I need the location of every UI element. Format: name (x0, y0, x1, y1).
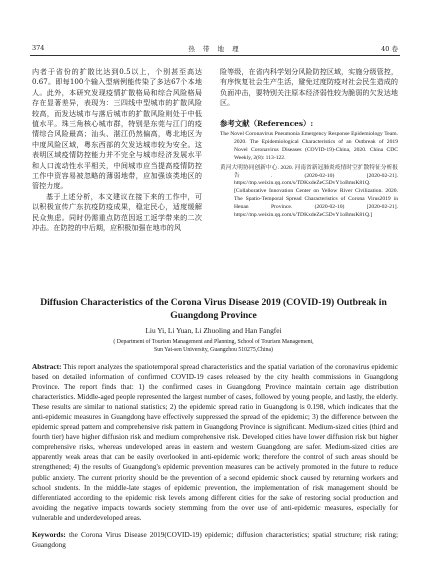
body-paragraph: 险等级，在省内科学划分风险防控区域，实施分级管控，有序恢复社会生产生活，避免过度防疫对社会民生造成的负面冲击，要特别关注原本经济弱性较为脆弱的欠发达地区。 (220, 67, 398, 108)
reference-item: 黄河大明协同创新中心. 2020. 河南省新冠肺炎疫情时空扩散特征分析报告. (2020-02-10) [2020-02-21]. https://mp.weixin.qq.com/s/TDKxdeZeC5DvY1oBmsK81Q. [Collaborative Innovation Center on Yellow River Civilization. 2020. The Spatio-Temporal Spread Characteristics of Corona Virus2019 in Henan Province. (2020-02-10) [2020-02-21]. https://mp.weixin.qq.com/s/TDKxdeZeC5DvY1oBmsK81Q.] (220, 164, 398, 219)
right-column (220, 67, 398, 222)
affiliation-line: Sun Yat-sen University, Guangzhou 510275,China) (154, 347, 273, 354)
abstract-label: Abstract: (32, 363, 62, 371)
keywords-text: the Corona Virus Disease 2019(COVID-19) epidemic; diffusion characteristics; spatial structure; risk rating; Guangdong (32, 531, 398, 550)
reference-item: The Novel Coronavirus Pneumonia Emergency Response Epidemiology Team. 2020. The Epidemiological Characteristics of an Outbreak of 2019 Novel Coronavirus Diseases (COVID-19)-China, 2020. China CDC Weekly, 2(8): 113-122. (220, 131, 398, 161)
english-abstract (32, 362, 398, 523)
body-paragraph: 内者于省份的扩散比达到0.5以上，个别甚至高达0.67。即每100个输入型病例能传染了多达67个本地人。此外，本研究发现疫情扩散格局和综合风险格局存在显著差异，表现为：三四线中型城市的扩散风险较高，而发达城市与落后城市的扩散风险则处于中低值水平。珠三角核心城市群，特别是东莞与江门的疫情综合风险最高；汕头、湛江仍然偏高，粤北地区为中度风险区域，粤东西部的欠发达城市较为安全。这表明区域疫情防控能力并不完全与城市经济发展水平和人口流动性水平相关，中间城市应当提高疫情防控工作中资容易被忽略的薄弱地带，应加强该类地区的管控力度。 (32, 67, 202, 191)
keywords-label: Keywords: (32, 531, 66, 539)
page-number: 374 (32, 44, 45, 52)
volume-number: 40 卷 (381, 45, 398, 53)
affiliation-line: ( Department of Tourism Management and Planning, School of Tourism Management, (113, 339, 314, 345)
author-list: Liu Yi, Li Yuan, Li Zhuoling and Han Fangfei (145, 326, 282, 335)
english-title: Diffusion Characteristics of the Corona Virus Disease 2019 (COVID-19) Outbreak in Guangdong Province (40, 297, 387, 321)
running-header (30, 41, 400, 56)
abstract-text: This report analyzes the spatiotemporal spread characteristics and the spatial variation of the coronavirus epidemic based on detailed information of confirmed COVID-19 cases released by the city health commissions in Guangdong Province. The report finds that: 1) the confirmed cases in Guangdong Province maintain certain age distribution characteristics. Middle-aged people represented the largest number of cases, followed by young people, and lastly, the elderly. These results are similar to national statistics; 2) the epidemic spread ratio in Guangdong is 0.198, which indicates that the anti-epidemic measures in Guangdong have effectively suppressed the spread of the epidemic; 3) the difference between the epidemic spread pattern and comprehensive risk pattern in Guangdong Province is significant. Medium-sized cities (third and fourth tier) have higher diffusion risk and medium comprehensive risk. Developed cities have lower diffusion risk but higher comprehensive risks, whereas undeveloped areas in eastern and western Guangdong are safer. Medium-sized cities are apparently weak areas that can be easily overlooked in anti-epidemic work; therefore the control of such areas should be strengthened; 4) the results of Guangdong's epidemic prevention measures can be actively promoted in the future to reduce public anxiety. The current priority should be the prevention of a second epidemic shock caused by returning workers and school students. In the middle-late stages of epidemic prevention, the implementation of risk management should be differentiated according to the epidemic risk levels among different cities for the sake of restoring social production and avoiding the negative impacts towards society stemming from the over use of anti-epidemic measures, especially for vulnerable and underdeveloped areas. (32, 363, 398, 522)
references-heading: 参考文献（References）: (220, 118, 314, 128)
keywords (32, 530, 398, 550)
journal-name: 热 带 地 理 (188, 45, 242, 53)
left-column (32, 67, 202, 234)
body-paragraph: 基于上述分析，本文建议在接下来的工作中，可以积极宣传广东抗疫防疫成果，稳定民心，适度缓解民众焦虑。同时仍需重点防范因返工返学带来的二次冲击。在防控的中后期，应积极加强在地市的风 (32, 191, 202, 233)
affiliation (40, 338, 387, 354)
